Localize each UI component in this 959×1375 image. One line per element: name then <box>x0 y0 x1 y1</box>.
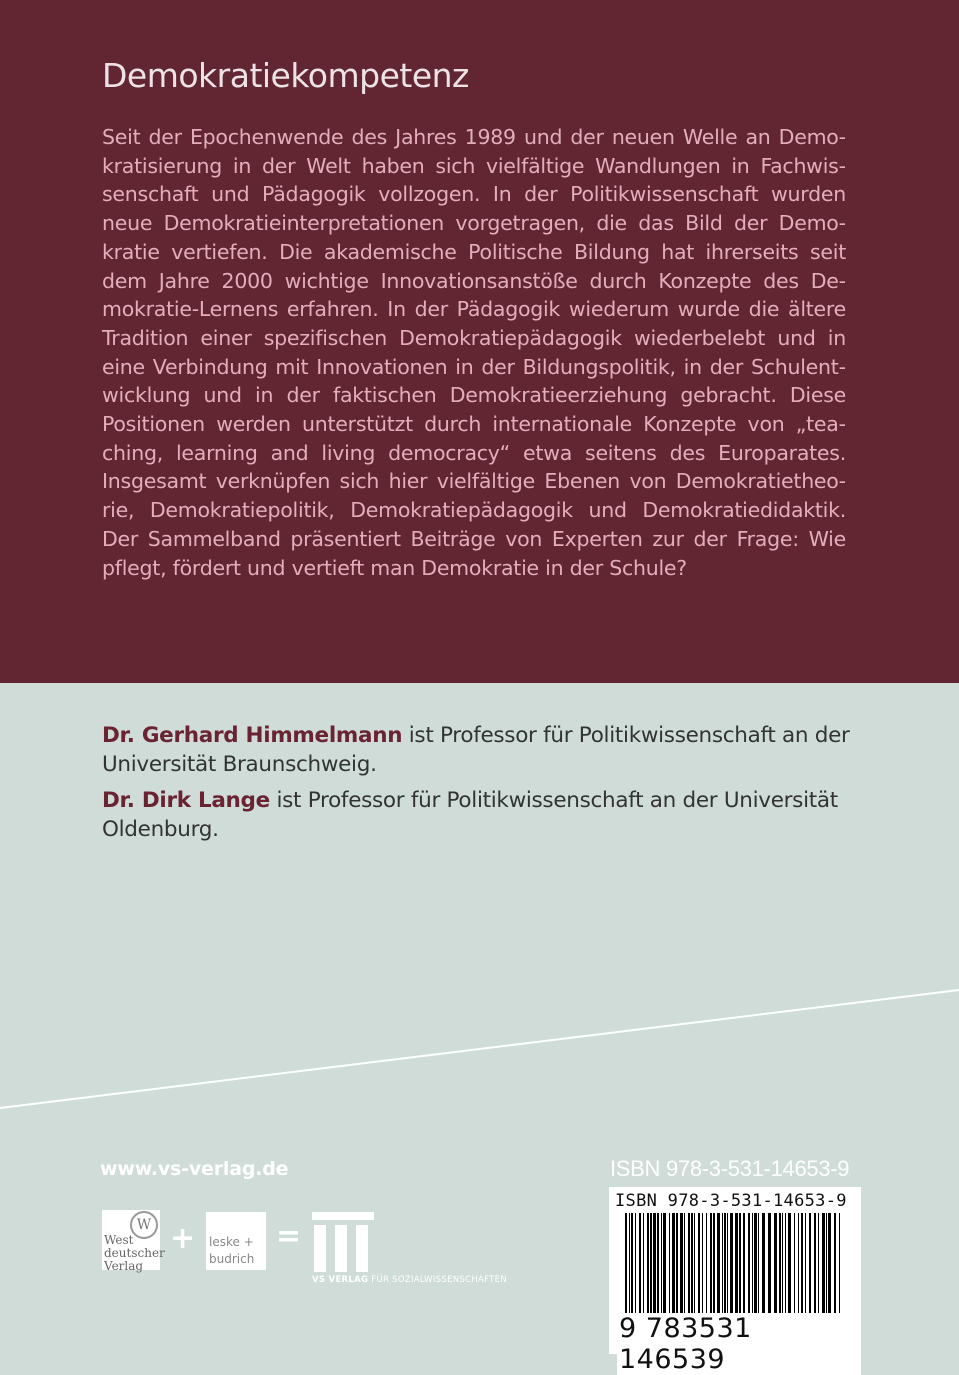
equals-sign: = <box>276 1219 302 1254</box>
barcode-bar <box>680 1213 683 1317</box>
barcode-bar <box>798 1213 799 1317</box>
barcode-bar <box>748 1213 750 1317</box>
barcode-bar <box>650 1213 652 1317</box>
author-name: Dr. Gerhard Himmelmann <box>102 723 403 748</box>
barcode-bar <box>717 1213 720 1317</box>
barcode-bar <box>758 1213 759 1317</box>
barcode-bar <box>676 1213 678 1317</box>
barcode-bar <box>774 1213 777 1317</box>
barcode-bar <box>713 1213 715 1317</box>
author-entry <box>102 786 862 844</box>
barcode-bar <box>706 1213 707 1317</box>
plus-sign: + <box>170 1221 196 1256</box>
barcode-bar <box>663 1213 666 1317</box>
barcode-bar <box>805 1213 806 1317</box>
isbn-label: ISBN 978-3-531-14653-9 <box>610 1156 850 1181</box>
leske-budrich-logo <box>206 1212 266 1270</box>
barcode-bar <box>684 1213 685 1317</box>
wd-monogram-icon: W <box>130 1211 158 1239</box>
barcode-bar <box>647 1213 649 1317</box>
barcode-bar <box>702 1213 703 1317</box>
barcode-bar <box>834 1213 836 1317</box>
book-blurb: Seit der Epochenwende des Jahres 1989 und der neuen Welle an Demokratisierung in der Welt haben sich vielfältige Wandlungen in Fachwissenschaft und Pädagogik vollzogen. In der Politikwissenschaft wurden neue Demokratieinterpretationen vorgetragen, die das Bild der Demokratie vertiefen. Die akademische Politische Bildung hat ihrerseits seit dem Jahre 2000 wichtige Innovationsanstöße durch Konzepte des Demokratie-Lernens erfahren. In der Pädagogik wiederum wurde die ältere Tradition einer spezifischen Demokratiepädagogik wiederbelebt und in eine Verbindung mit Innovationen in der Bildungspolitik, in der Schulentwicklung und in der faktischen Demokratieerziehung gebracht. Diese Positionen werden unterstützt durch internationale Konzepte von „teaching, learning and living democracy“ etwa seitens des Europarates. Insgesamt verknüpfen sich hier vielfältige Ebenen von Demokratietheorie, Demokratiepolitik, Demokratiepädagogik und Demokratiedidaktik. Der Sammelband präsentiert Beiträge von Experten zur der Frage: Wie pflegt, fördert und vertieft man Demokratie in der Schule? <box>102 125 846 580</box>
author-bio: ist Professor für Politikwissenschaft an der Universität Oldenburg. <box>102 788 838 842</box>
barcode-bar <box>762 1213 765 1317</box>
barcode-bar <box>669 1213 670 1317</box>
barcode-bar <box>722 1213 723 1317</box>
barcode-bar <box>631 1213 633 1317</box>
barcode-bar <box>724 1213 726 1317</box>
barcode-bar <box>809 1213 811 1317</box>
barcode-bar <box>710 1213 712 1317</box>
barcode-bar <box>752 1213 753 1317</box>
barcode-bar <box>661 1213 662 1317</box>
barcode-bar <box>743 1213 745 1317</box>
barcode-bar <box>653 1213 656 1317</box>
author-bio: ist Professor für Politikwissenschaft an der Universität Braunschweig. <box>102 723 850 777</box>
barcode-isbn-text: ISBN 978-3-531-14653-9 <box>615 1191 847 1211</box>
barcode-bar <box>828 1213 831 1317</box>
barcode-bar <box>826 1213 827 1317</box>
barcode-bar <box>814 1213 816 1317</box>
barcode-bar <box>785 1213 786 1317</box>
westdeutscher-verlag-logo <box>102 1210 165 1273</box>
barcode-bar <box>639 1213 641 1317</box>
barcode-bar <box>694 1213 695 1317</box>
top-panel <box>0 0 959 683</box>
barcode-bar <box>739 1213 741 1317</box>
barcode-bar <box>657 1213 659 1317</box>
barcode-bar <box>768 1213 771 1317</box>
barcode-bar <box>794 1213 795 1317</box>
barcode-bar <box>688 1213 690 1317</box>
barcode-bar <box>801 1213 803 1317</box>
barcode-bar <box>635 1213 636 1317</box>
wd-logo-text: West deutscher Verlag <box>104 1233 165 1273</box>
barcode-bar <box>779 1213 781 1317</box>
barcode-bar <box>691 1213 693 1317</box>
barcode-bar <box>754 1213 757 1317</box>
author-name: Dr. Dirk Lange <box>102 788 270 813</box>
barcode-bar <box>727 1213 728 1317</box>
barcode-bar <box>698 1213 700 1317</box>
barcode-bar <box>782 1213 783 1317</box>
barcode-bar <box>822 1213 825 1317</box>
barcode-bar <box>643 1213 644 1317</box>
lb-logo-text: leske + budrich <box>209 1235 255 1266</box>
barcode-bar <box>788 1213 791 1317</box>
isbn-barcode <box>609 1187 861 1375</box>
diagonal-line <box>0 980 959 1110</box>
vs-verlag-caption: VS VERLAG FÜR SOZIALWISSENSCHAFTEN <box>312 1275 508 1285</box>
barcode-bar <box>672 1213 675 1317</box>
vs-verlag-logo-icon <box>312 1212 374 1272</box>
barcode-digits: 9 783531 146539 <box>617 1313 861 1375</box>
publisher-website: www.vs-verlag.de <box>100 1158 289 1180</box>
barcode-bar <box>818 1213 819 1317</box>
book-title: Demokratiekompetenz <box>102 56 469 95</box>
author-info <box>102 721 862 851</box>
author-entry <box>102 721 862 779</box>
